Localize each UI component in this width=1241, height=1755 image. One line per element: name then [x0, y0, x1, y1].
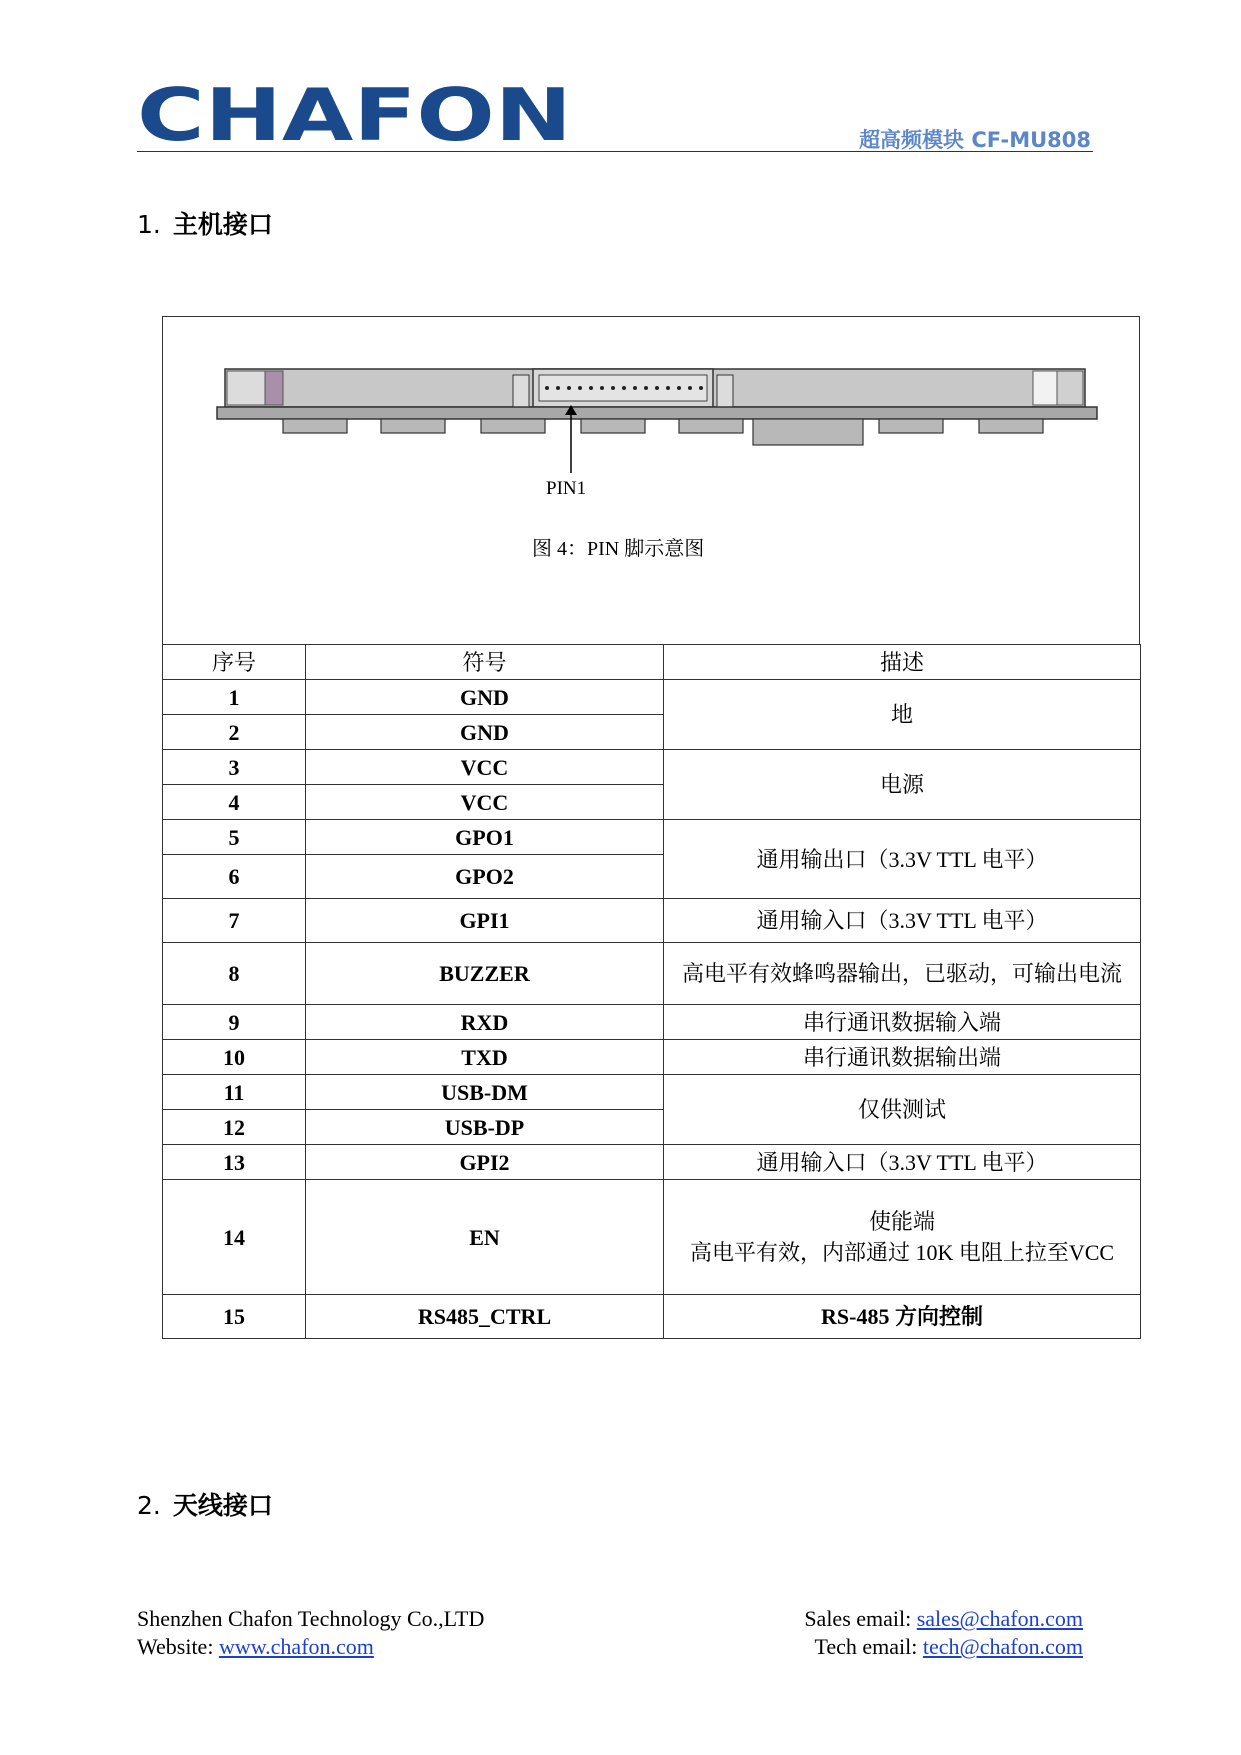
pin-number: 6: [163, 855, 306, 899]
tech-email-link[interactable]: tech@chafon.com: [922, 1634, 1083, 1659]
footer-company-name: Shenzhen Chafon Technology Co.,LTD: [137, 1606, 485, 1631]
section-number: 2.: [137, 1491, 161, 1520]
pin-symbol: USB-DP: [306, 1110, 664, 1145]
pin-symbol: USB-DM: [306, 1075, 664, 1110]
pin-number: 14: [163, 1180, 306, 1295]
pin-number: 8: [163, 943, 306, 1005]
figure-caption: 图 4：PIN 脚示意图: [532, 538, 705, 560]
section-number: 1.: [137, 210, 161, 239]
header-symbol: 符号: [306, 645, 664, 680]
pin-symbol: GPO2: [306, 855, 664, 899]
pin-number: 9: [163, 1005, 306, 1040]
pin-symbol: GND: [306, 715, 664, 750]
table-row: [163, 1005, 1141, 1040]
pin-description: 地: [664, 680, 1141, 750]
pin-symbol: GPO1: [306, 820, 664, 855]
table-row: [163, 943, 1141, 1005]
document-title: 超高频模块 CF-MU808: [859, 128, 1091, 152]
pin1-label: PIN1: [546, 478, 587, 499]
pin-number: 15: [163, 1295, 306, 1339]
pin-number: 4: [163, 785, 306, 820]
pin-description: 通用输入口（3.3V TTL 电平）: [664, 1145, 1141, 1180]
table-header-row: [163, 645, 1141, 680]
table-row: [163, 1040, 1141, 1075]
en-description-line2: 高电平有效，内部通过 10K 电阻上拉至VCC: [689, 1240, 1115, 1265]
table-row: [163, 750, 1141, 785]
header-description: 描述: [664, 645, 1141, 680]
pin-description: 高电平有效蜂鸣器输出，已驱动，可输出电流: [664, 943, 1141, 1005]
pin-description: 电源: [664, 750, 1141, 820]
table-row: [163, 680, 1141, 715]
en-description-line1: 使能端: [868, 1209, 935, 1234]
pin-number: 1: [163, 680, 306, 715]
connector-pins: [545, 386, 703, 390]
pin-number: 10: [163, 1040, 306, 1075]
pin-symbol: TXD: [306, 1040, 664, 1075]
header-divider: [137, 151, 1093, 152]
pin-description: 通用输入口（3.3V TTL 电平）: [664, 899, 1141, 943]
header-no: 序号: [163, 645, 306, 680]
section-heading-host-interface: [137, 205, 273, 241]
pin-symbol: GND: [306, 680, 664, 715]
pin-description: 通用输出口（3.3V TTL 电平）: [664, 820, 1141, 899]
pin-symbol: VCC: [306, 785, 664, 820]
footer-sales-line: [804, 1605, 1083, 1633]
pin-symbol: GPI2: [306, 1145, 664, 1180]
pin-number: 12: [163, 1110, 306, 1145]
logo-wordmark: CHAFON: [137, 86, 572, 146]
sales-email-link[interactable]: sales@chafon.com: [916, 1606, 1083, 1631]
footer-website-line: [137, 1633, 484, 1661]
footer-tech-label: Tech email:: [814, 1634, 923, 1659]
table-row: [163, 820, 1141, 855]
footer-sales-label: Sales email:: [804, 1606, 917, 1631]
website-link[interactable]: www.chafon.com: [218, 1634, 374, 1659]
table-row: [163, 1180, 1141, 1295]
table-row: [163, 1075, 1141, 1110]
pin-symbol: BUZZER: [306, 943, 664, 1005]
pin-number: 2: [163, 715, 306, 750]
pin-description: 串行通讯数据输入端: [664, 1005, 1141, 1040]
section-heading-antenna-interface: [137, 1486, 273, 1522]
pin-description: 串行通讯数据输出端: [664, 1040, 1141, 1075]
section-title: 主机接口: [172, 210, 273, 239]
pin-symbol: GPI1: [306, 899, 664, 943]
pin-definition-table: [162, 644, 1141, 1339]
pin-symbol: VCC: [306, 750, 664, 785]
pin-number: 11: [163, 1075, 306, 1110]
footer-website-label: Website:: [137, 1634, 219, 1659]
pin-symbol: RS485_CTRL: [306, 1295, 664, 1339]
company-logo: [137, 86, 577, 150]
figure-frame: [162, 316, 1140, 644]
pin-description: [664, 1180, 1141, 1295]
pin-description: 仅供测试: [664, 1075, 1141, 1145]
pin-number: 7: [163, 899, 306, 943]
pin-number: 13: [163, 1145, 306, 1180]
section-title: 天线接口: [172, 1491, 273, 1520]
pin-symbol: EN: [306, 1180, 664, 1295]
pin-description: RS-485 方向控制: [664, 1295, 1141, 1339]
footer-company-info: [137, 1605, 484, 1661]
pin-symbol: RXD: [306, 1005, 664, 1040]
footer-contact-info: [804, 1605, 1083, 1661]
chafon-logo-graphic: [137, 86, 577, 146]
table-row: [163, 899, 1141, 943]
pin-number: 5: [163, 820, 306, 855]
table-row: [163, 1295, 1141, 1339]
table-row: [163, 1145, 1141, 1180]
footer-tech-line: [804, 1633, 1083, 1661]
pin-number: 3: [163, 750, 306, 785]
module-side-view-diagram: [213, 365, 1103, 475]
